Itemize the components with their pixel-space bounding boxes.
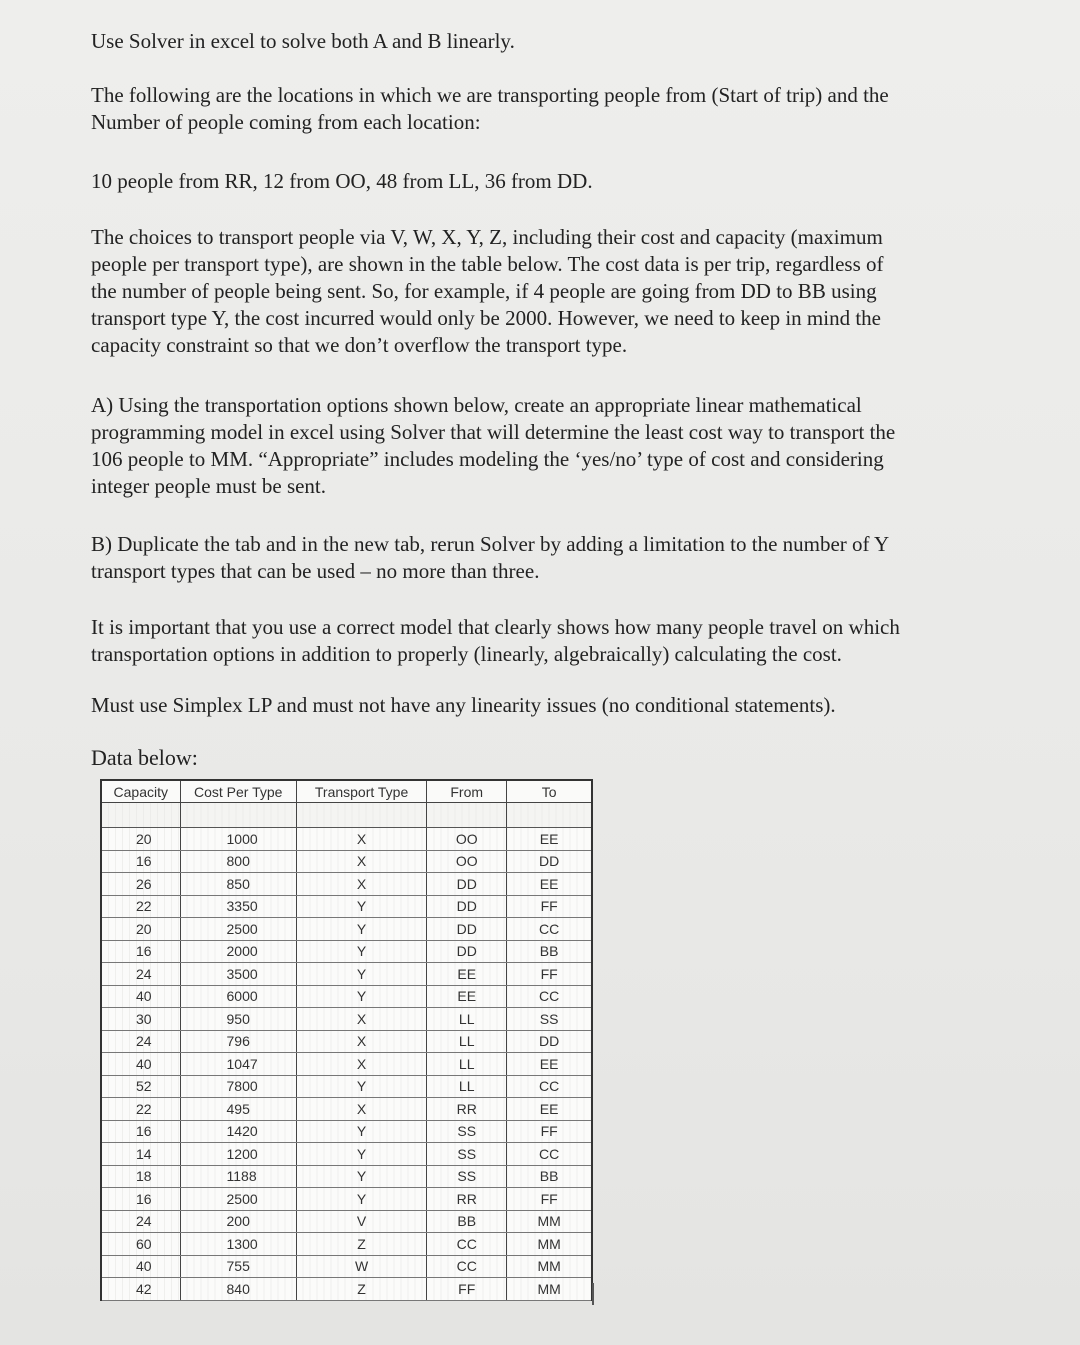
- cell-from: LL: [427, 1075, 507, 1098]
- spacer-row: [102, 803, 591, 828]
- cell-capacity: 20: [102, 828, 180, 851]
- data-table: [102, 781, 591, 1301]
- cell-transport-type: Y: [296, 1188, 426, 1211]
- cell-capacity: 52: [102, 1075, 180, 1098]
- cell-transport-type: X: [296, 828, 426, 851]
- cell-transport-type: Y: [296, 1165, 426, 1188]
- cell-to: CC: [507, 1075, 591, 1098]
- table-row: [102, 850, 591, 873]
- table-row: [102, 873, 591, 896]
- spacer-cell: [180, 803, 296, 828]
- cell-transport-type: Z: [296, 1278, 426, 1301]
- cell-transport-type: W: [296, 1255, 426, 1278]
- transport-choices-paragraph: [91, 224, 1006, 359]
- cell-cost: 840: [180, 1278, 296, 1301]
- table-row: [102, 1143, 591, 1166]
- cell-cost: 1300: [180, 1233, 296, 1256]
- text-line: transport types that can be used – no more than three.: [91, 559, 540, 583]
- cell-cost: 495: [180, 1098, 296, 1121]
- cell-capacity: 16: [102, 940, 180, 963]
- cell-transport-type: Y: [296, 895, 426, 918]
- cell-from: LL: [427, 1008, 507, 1031]
- cell-capacity: 22: [102, 1098, 180, 1121]
- cell-capacity: 16: [102, 1120, 180, 1143]
- cell-to: MM: [507, 1233, 591, 1256]
- cell-capacity: 26: [102, 873, 180, 896]
- cell-from: SS: [427, 1143, 507, 1166]
- header-to: To: [507, 781, 591, 803]
- table-row: [102, 1030, 591, 1053]
- table-row: [102, 1053, 591, 1076]
- text-line: The choices to transport people via V, W, X, Y, Z, including their cost and capacity (maximum: [91, 225, 883, 249]
- text-line: B) Duplicate the tab and in the new tab, rerun Solver by adding a limitation to the number of Y: [91, 532, 890, 556]
- cell-from: DD: [427, 918, 507, 941]
- header-transport-type: Transport Type: [296, 781, 426, 803]
- cell-cost: 1188: [180, 1165, 296, 1188]
- cell-to: EE: [507, 873, 591, 896]
- cell-to: EE: [507, 828, 591, 851]
- cell-capacity: 18: [102, 1165, 180, 1188]
- cell-to: FF: [507, 895, 591, 918]
- cell-from: EE: [427, 963, 507, 986]
- cell-capacity: 40: [102, 985, 180, 1008]
- cell-from: DD: [427, 940, 507, 963]
- cell-to: FF: [507, 1120, 591, 1143]
- people-counts-paragraph: [91, 168, 1006, 195]
- cell-capacity: 24: [102, 963, 180, 986]
- cell-cost: 200: [180, 1210, 296, 1233]
- header-from: From: [427, 781, 507, 803]
- cell-cost: 800: [180, 850, 296, 873]
- cell-to: BB: [507, 1165, 591, 1188]
- cell-to: MM: [507, 1210, 591, 1233]
- cell-transport-type: V: [296, 1210, 426, 1233]
- cell-to: FF: [507, 1188, 591, 1211]
- cell-cost: 2000: [180, 940, 296, 963]
- spacer-cell: [427, 803, 507, 828]
- cell-to: BB: [507, 940, 591, 963]
- cell-cost: 850: [180, 873, 296, 896]
- transport-data-table: [100, 779, 593, 1301]
- cell-from: BB: [427, 1210, 507, 1233]
- cell-transport-type: Y: [296, 940, 426, 963]
- text-line: It is important that you use a correct model that clearly shows how many people travel on which: [91, 615, 900, 639]
- cell-cost: 3500: [180, 963, 296, 986]
- cell-cost: 1420: [180, 1120, 296, 1143]
- cell-capacity: 40: [102, 1255, 180, 1278]
- cell-from: OO: [427, 850, 507, 873]
- cell-transport-type: X: [296, 1008, 426, 1031]
- cell-from: FF: [427, 1278, 507, 1301]
- title-text: Use Solver in excel to solve both A and B linearly.: [91, 29, 515, 53]
- cell-cost: 1047: [180, 1053, 296, 1076]
- cell-capacity: 16: [102, 1188, 180, 1211]
- cell-to: DD: [507, 850, 591, 873]
- text-line: transport type Y, the cost incurred would only be 2000. However, we need to keep in mind the: [91, 306, 881, 330]
- cell-from: SS: [427, 1165, 507, 1188]
- cell-to: MM: [507, 1278, 591, 1301]
- cell-capacity: 40: [102, 1053, 180, 1076]
- cell-transport-type: X: [296, 1053, 426, 1076]
- data-label: [91, 744, 1006, 771]
- table-row: [102, 985, 591, 1008]
- cell-capacity: 22: [102, 895, 180, 918]
- table-row: [102, 963, 591, 986]
- cell-from: EE: [427, 985, 507, 1008]
- cell-transport-type: Z: [296, 1233, 426, 1256]
- cell-to: FF: [507, 963, 591, 986]
- simplex-paragraph: [91, 692, 1006, 719]
- table-row: [102, 1210, 591, 1233]
- cell-to: CC: [507, 1143, 591, 1166]
- text-line: programming model in excel using Solver that will determine the least cost way to transport the: [91, 420, 896, 444]
- cell-capacity: 30: [102, 1008, 180, 1031]
- text-line: transportation options in addition to properly (linearly, algebraically) calculating the cost.: [91, 642, 842, 666]
- table-row: [102, 1008, 591, 1031]
- table-row: [102, 1165, 591, 1188]
- cell-transport-type: Y: [296, 1075, 426, 1098]
- cell-cost: 1000: [180, 828, 296, 851]
- table-row: [102, 1188, 591, 1211]
- cell-from: OO: [427, 828, 507, 851]
- cell-cost: 7800: [180, 1075, 296, 1098]
- table-body: [102, 803, 591, 1301]
- table-row: [102, 828, 591, 851]
- cell-to: SS: [507, 1008, 591, 1031]
- cell-cost: 796: [180, 1030, 296, 1053]
- table-row: [102, 1098, 591, 1121]
- cell-cost: 1200: [180, 1143, 296, 1166]
- cell-to: DD: [507, 1030, 591, 1053]
- cell-transport-type: Y: [296, 1120, 426, 1143]
- spacer-cell: [296, 803, 426, 828]
- table-row: [102, 918, 591, 941]
- cell-from: RR: [427, 1098, 507, 1121]
- spacer-cell: [102, 803, 180, 828]
- part-b-paragraph: [91, 531, 1006, 585]
- text-line: the number of people being sent. So, for example, if 4 people are going from DD to BB using: [91, 279, 877, 303]
- part-a-paragraph: [91, 392, 1006, 500]
- table-row: [102, 1278, 591, 1301]
- cell-to: EE: [507, 1098, 591, 1121]
- text-line: integer people must be sent.: [91, 474, 327, 498]
- cell-from: LL: [427, 1053, 507, 1076]
- cell-transport-type: Y: [296, 963, 426, 986]
- table-row: [102, 1120, 591, 1143]
- cell-from: CC: [427, 1233, 507, 1256]
- text-cursor: [592, 1283, 594, 1305]
- spacer-cell: [507, 803, 591, 828]
- text-line: Must use Simplex LP and must not have any linearity issues (no conditional statements).: [91, 693, 836, 717]
- cell-from: DD: [427, 873, 507, 896]
- cell-transport-type: Y: [296, 985, 426, 1008]
- cell-cost: 6000: [180, 985, 296, 1008]
- table-row: [102, 940, 591, 963]
- text-line: 10 people from RR, 12 from OO, 48 from LL, 36 from DD.: [91, 169, 593, 193]
- cell-to: CC: [507, 985, 591, 1008]
- cell-capacity: 42: [102, 1278, 180, 1301]
- text-line: The following are the locations in which we are transporting people from (Start of trip) and the: [91, 83, 889, 107]
- text-line: 106 people to MM. “Appropriate” includes modeling the ‘yes/no’ type of cost and considering: [91, 447, 884, 471]
- cell-capacity: 14: [102, 1143, 180, 1166]
- important-paragraph: [91, 614, 1006, 668]
- data-label-text: Data below:: [91, 745, 198, 770]
- cell-to: EE: [507, 1053, 591, 1076]
- cell-transport-type: X: [296, 873, 426, 896]
- text-line: A) Using the transportation options shown below, create an appropriate linear mathematical: [91, 393, 862, 417]
- text-line: capacity constraint so that we don’t overflow the transport type.: [91, 333, 628, 357]
- table-row: [102, 1075, 591, 1098]
- cell-from: DD: [427, 895, 507, 918]
- cell-to: MM: [507, 1255, 591, 1278]
- header-capacity: Capacity: [102, 781, 180, 803]
- cell-cost: 2500: [180, 918, 296, 941]
- locations-paragraph: [91, 82, 1006, 136]
- text-line: Number of people coming from each location:: [91, 110, 481, 134]
- text-line: people per transport type), are shown in the table below. The cost data is per trip, regardless of: [91, 252, 884, 276]
- table-row: [102, 1233, 591, 1256]
- cell-capacity: 24: [102, 1030, 180, 1053]
- cell-cost: 3350: [180, 895, 296, 918]
- table-header-row: [102, 781, 591, 803]
- cell-cost: 755: [180, 1255, 296, 1278]
- table-row: [102, 1255, 591, 1278]
- cell-from: SS: [427, 1120, 507, 1143]
- instruction-title: [91, 28, 1006, 55]
- cell-from: LL: [427, 1030, 507, 1053]
- cell-capacity: 24: [102, 1210, 180, 1233]
- cell-from: RR: [427, 1188, 507, 1211]
- cell-from: CC: [427, 1255, 507, 1278]
- cell-capacity: 16: [102, 850, 180, 873]
- cell-transport-type: Y: [296, 1143, 426, 1166]
- cell-transport-type: X: [296, 1030, 426, 1053]
- cell-transport-type: Y: [296, 918, 426, 941]
- cell-transport-type: X: [296, 850, 426, 873]
- header-cost-per-type: Cost Per Type: [180, 781, 296, 803]
- cell-transport-type: X: [296, 1098, 426, 1121]
- cell-capacity: 60: [102, 1233, 180, 1256]
- cell-capacity: 20: [102, 918, 180, 941]
- table-row: [102, 895, 591, 918]
- cell-cost: 2500: [180, 1188, 296, 1211]
- cell-to: CC: [507, 918, 591, 941]
- cell-cost: 950: [180, 1008, 296, 1031]
